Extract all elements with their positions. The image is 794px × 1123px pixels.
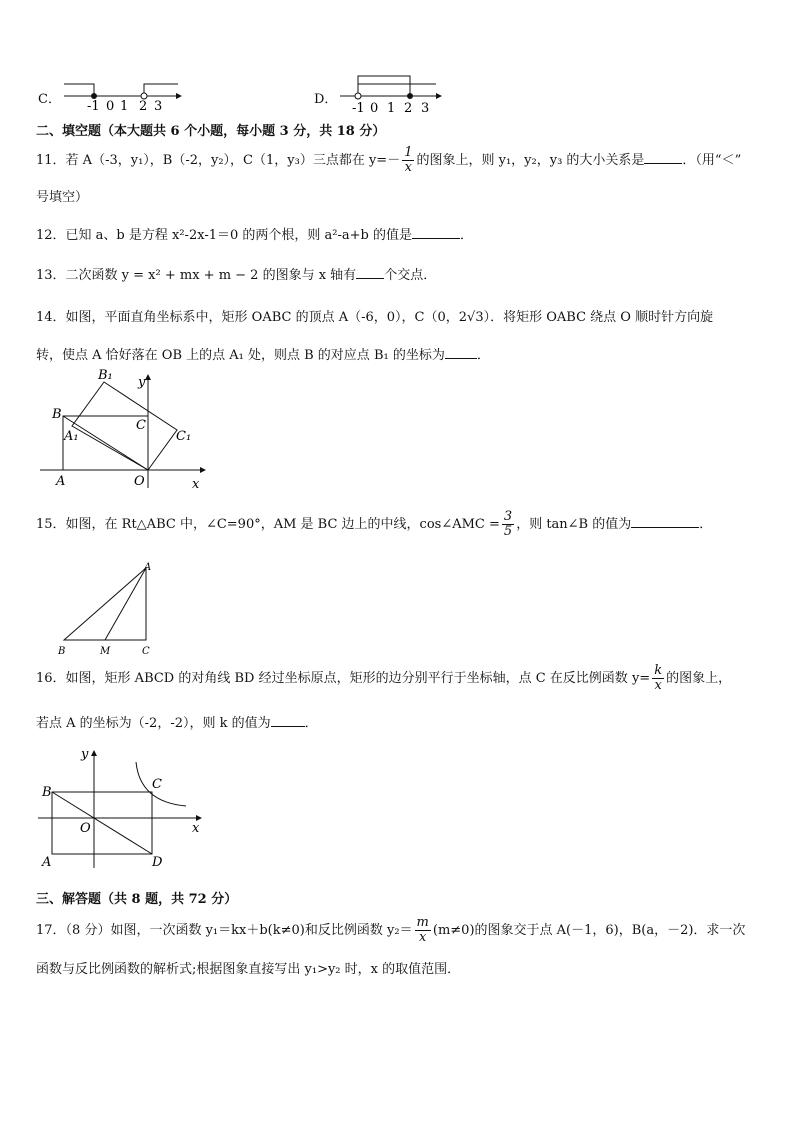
question-text: 11．若 A（-3，y₁），B（-2，y₂），C（1，y₃）三点都在 y=－ xyxy=(36,153,401,168)
option-c-number-line xyxy=(62,76,182,116)
tick-label: 1 xyxy=(120,99,129,114)
question-text: 的图象上，则 y₁，y₂，y₃ 的大小关系是 xyxy=(416,153,645,168)
fraction: $\frac{m}{x}$ xyxy=(416,915,429,945)
label-A: A xyxy=(144,562,152,573)
question-14-line-1: 14．如图，平面直角坐标系中，矩形 OABC 的顶点 A（-6，0），C（0，2√3）．将矩形 OABC 绕点 O 顺时针方向旋 xyxy=(36,310,714,325)
question-text: ． xyxy=(459,228,473,243)
label-B1: B₁ xyxy=(98,368,113,383)
question-text: (m≠0)的图象交于点 A(－1，6)，B(a，－2)．求一次 xyxy=(432,923,746,938)
label-C: C xyxy=(136,418,146,433)
question-text: 12．已知 a、b 是方程 x²-2x-1＝0 的两个根，则 a²-a+b 的值是 xyxy=(36,228,412,243)
question-text: ． xyxy=(476,348,490,363)
label-D: D xyxy=(152,855,163,870)
option-c-label: C． xyxy=(38,92,61,107)
question-text: ． xyxy=(304,716,318,731)
answer-blank[interactable] xyxy=(356,278,384,279)
label-C1: C₁ xyxy=(176,429,192,444)
label-y: y xyxy=(138,375,146,390)
label-A1: A₁ xyxy=(64,429,79,444)
question-text: ，则 tan∠B 的值为 xyxy=(516,517,632,532)
label-y: y xyxy=(81,747,89,762)
answer-blank[interactable] xyxy=(271,726,305,727)
question-13 xyxy=(36,264,436,283)
tick-label: 2 xyxy=(404,101,413,116)
solid-point xyxy=(407,93,413,99)
question-text: 13．二次函数 y = x² + mx + m − 2 的图象与 x 轴有 xyxy=(36,268,357,283)
tick-label: 3 xyxy=(421,101,430,116)
answer-blank[interactable] xyxy=(644,163,682,164)
label-B: B xyxy=(58,646,66,657)
figure-15 xyxy=(54,560,164,658)
label-O: O xyxy=(134,474,145,489)
question-text: 号填空） xyxy=(36,190,89,205)
fraction: $\frac{1}{x}$ xyxy=(404,145,413,175)
question-15 xyxy=(36,510,712,539)
label-C: C xyxy=(142,646,150,657)
option-d-number-line xyxy=(338,70,442,116)
question-17 xyxy=(36,916,745,945)
label-A: A xyxy=(42,855,52,870)
question-text: 的图象上， xyxy=(666,671,732,686)
figure-14 xyxy=(36,364,206,490)
label-B: B xyxy=(52,407,62,422)
option-d-label: D． xyxy=(314,92,338,107)
question-17-line-2: 函数与反比例函数的解析式;根据图象直接写出 y₁>y₂ 时，x 的取值范围． xyxy=(36,962,461,977)
tick-label: 1 xyxy=(387,101,396,116)
tick-label: -1 xyxy=(352,101,365,116)
tick-label: 0 xyxy=(370,101,379,116)
label-C: C xyxy=(152,777,162,792)
answer-blank[interactable] xyxy=(445,358,477,359)
label-B: B xyxy=(42,785,52,800)
figure-16 xyxy=(36,744,208,870)
question-16 xyxy=(36,664,731,693)
hollow-point xyxy=(355,93,361,99)
answer-blank[interactable] xyxy=(631,527,699,528)
question-12 xyxy=(36,224,473,243)
question-text: 15．如图，在 Rt△ABC 中，∠C=90°，AM 是 BC 边上的中线，cos∠AMC = xyxy=(36,517,500,532)
answer-blank[interactable] xyxy=(412,238,460,239)
label-x: x xyxy=(192,821,200,836)
question-text: ．（用“＜” xyxy=(682,153,742,168)
question-text: 若点 A 的坐标为（-2，-2），则 k 的值为 xyxy=(36,716,271,731)
label-O: O xyxy=(80,821,91,836)
tick-label: 0 xyxy=(106,99,115,114)
question-text: 16．如图，矩形 ABCD 的对角线 BD 经过坐标原点，矩形的边分别平行于坐标轴，点 C 在反比例函数 y= xyxy=(36,671,651,686)
section-title: 三、解答题（共 8 题，共 72 分） xyxy=(36,892,238,907)
fraction: $\frac{k}{x}$ xyxy=(654,663,663,693)
tick-label: -1 xyxy=(87,99,100,114)
question-16-line-2 xyxy=(36,712,318,731)
section-title: 二、填空题（本大题共 6 个小题，每小题 3 分，共 18 分） xyxy=(36,124,386,139)
question-text: ． xyxy=(699,517,713,532)
question-14-line-2 xyxy=(36,344,490,363)
tick-label: 3 xyxy=(154,99,163,114)
fraction: $\frac{3}{5}$ xyxy=(503,509,513,539)
question-text: 转，使点 A 恰好落在 OB 上的点 A₁ 处，则点 B 的对应点 B₁ 的坐标为 xyxy=(36,348,445,363)
tick-label: 2 xyxy=(139,99,148,114)
label-M: M xyxy=(100,646,111,657)
question-11 xyxy=(36,146,741,175)
question-text: 个交点． xyxy=(384,268,437,283)
question-text: 17．（8 分）如图，一次函数 y₁＝kx＋b(k≠0)和反比例函数 y₂＝ xyxy=(36,923,413,938)
label-x: x xyxy=(192,477,200,490)
label-A: A xyxy=(56,474,66,489)
